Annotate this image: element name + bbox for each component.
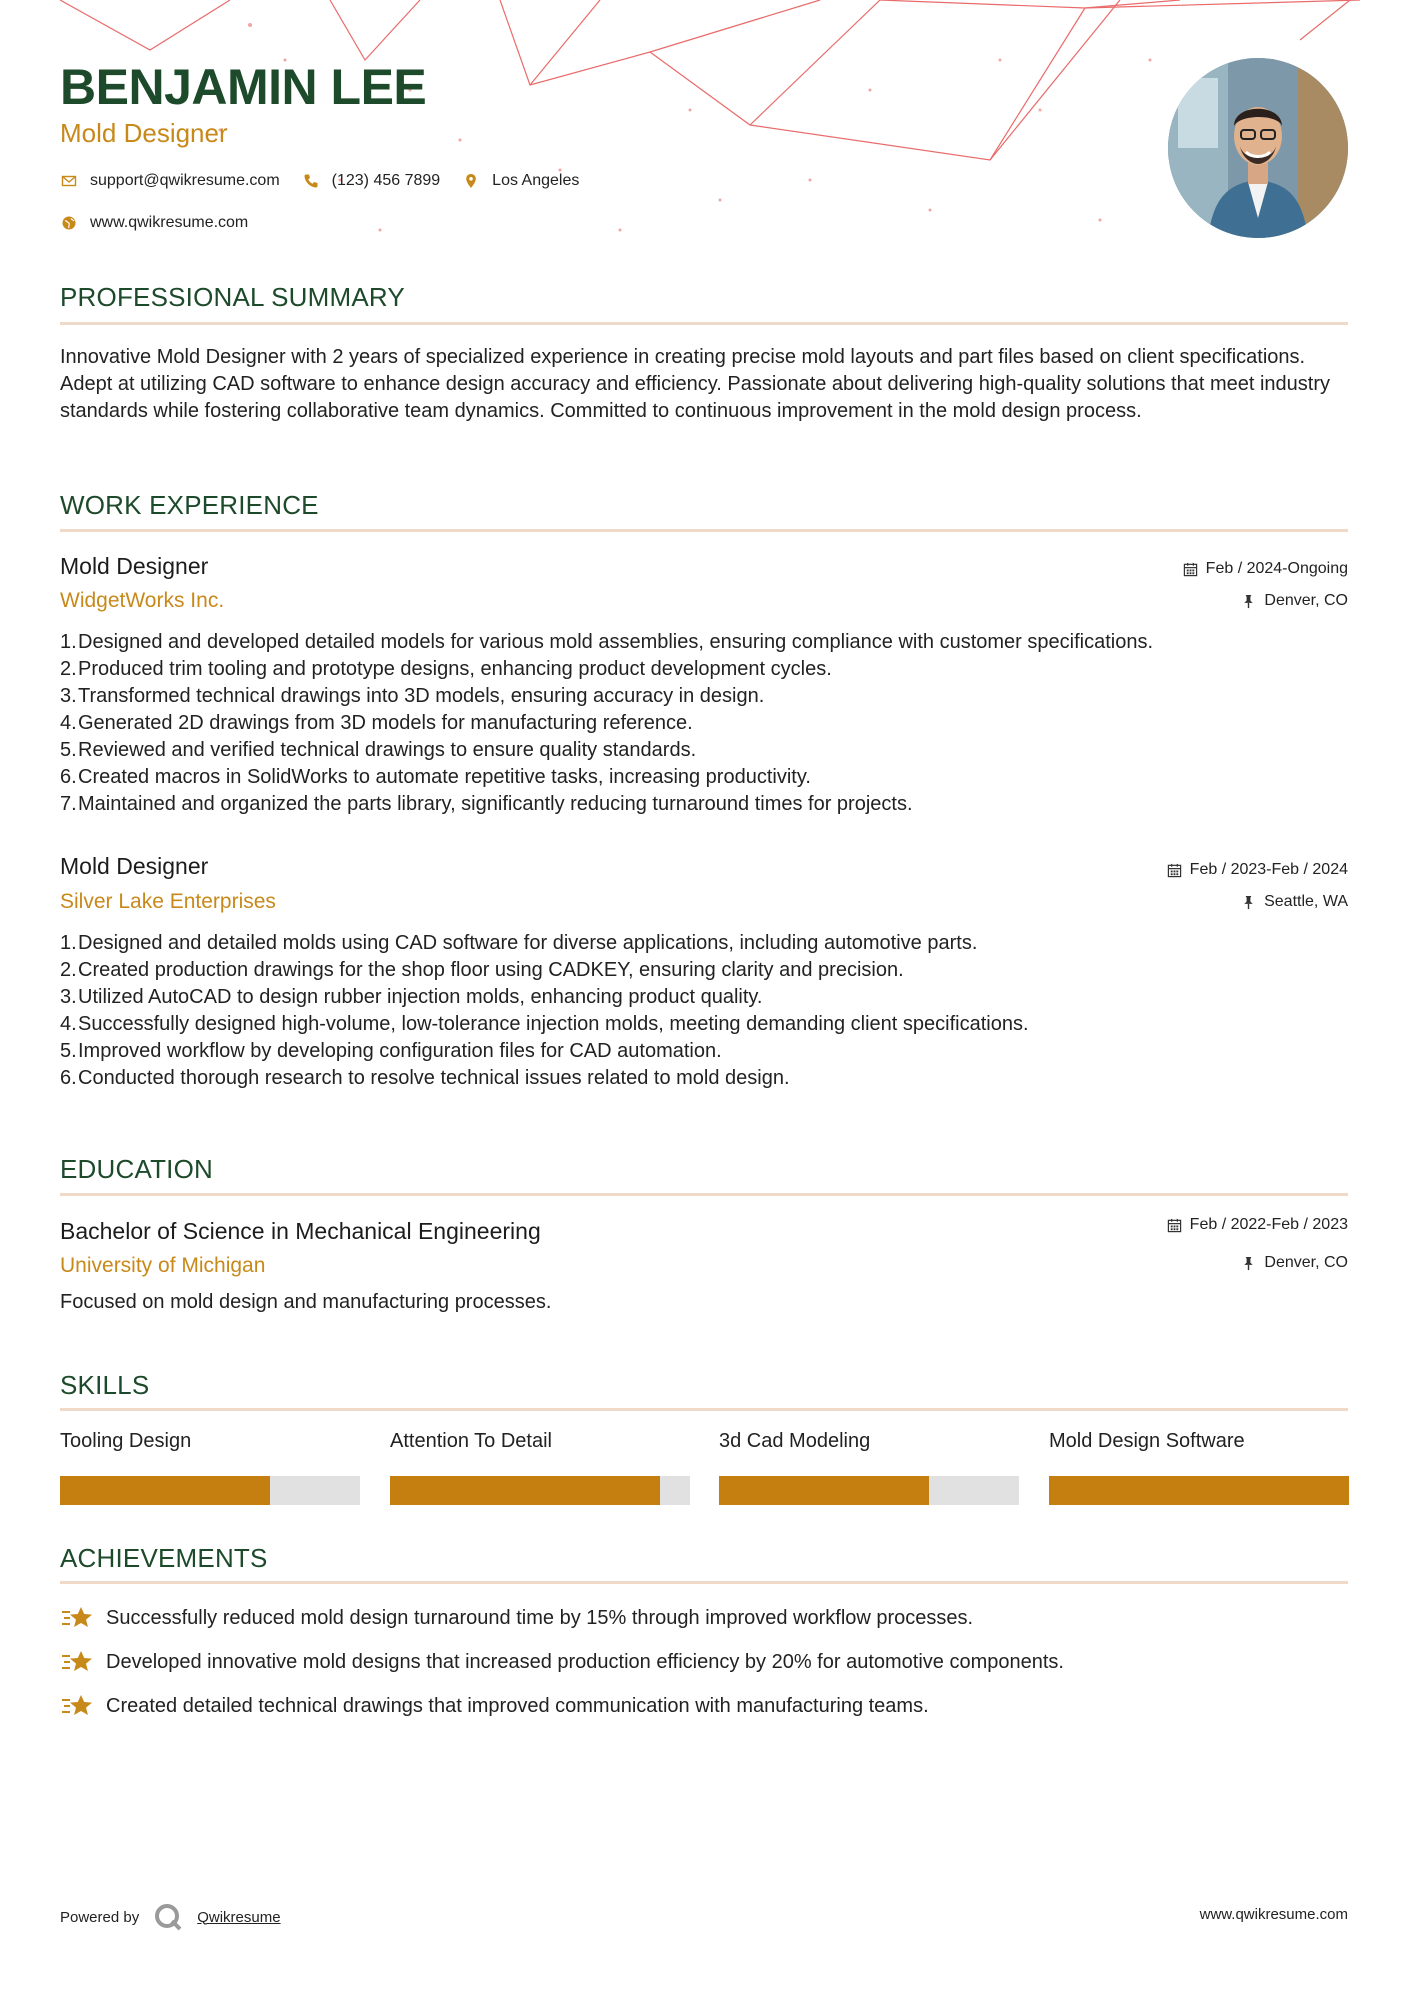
pushpin-icon [1241, 594, 1256, 609]
star-award-icon [60, 1692, 94, 1720]
skill-label: Tooling Design [60, 1430, 192, 1452]
profile-photo [1168, 58, 1348, 238]
job-company: WidgetWorks Inc. [60, 589, 225, 612]
skill-bar-fill [390, 1476, 660, 1505]
contact-location [462, 172, 579, 190]
list-item: 5. Reviewed and verified technical drawings to ensure quality standards. [60, 739, 697, 761]
achievements-heading: ACHIEVEMENTS [60, 1543, 268, 1573]
skills-divider [60, 1408, 1348, 1411]
skill-label: 3d Cad Modeling [719, 1430, 871, 1452]
skill-bar [1049, 1476, 1349, 1505]
education-description: Focused on mold design and manufacturing processes. [60, 1291, 552, 1313]
website-text: www.qwikresume.com [90, 214, 249, 231]
achievement-item [60, 1648, 1064, 1676]
contact-website[interactable] [60, 214, 248, 232]
list-item: 6. Created macros in SolidWorks to automate repetitive tasks, increasing productivity. [60, 766, 811, 788]
list-item: 7. Maintained and organized the parts library, significantly reducing turnaround times for projects. [60, 793, 913, 815]
envelope-icon [60, 172, 78, 190]
location-text: Los Angeles [492, 172, 580, 189]
skill-bar [719, 1476, 1019, 1505]
contact-email[interactable] [60, 172, 280, 190]
job-bullets [60, 629, 1360, 818]
qwikresume-link[interactable]: Qwikresume [197, 1908, 281, 1926]
job-bullets [60, 930, 1360, 1092]
job-title: Mold Designer [60, 553, 209, 579]
footer-website[interactable]: www.qwikresume.com [1199, 1906, 1348, 1923]
star-award-icon [60, 1648, 94, 1676]
star-award-icon [60, 1604, 94, 1632]
education-dates-text: Feb / 2022-Feb / 2023 [1189, 1216, 1348, 1233]
skill-bar-fill [1049, 1476, 1349, 1505]
contact-row-secondary [60, 214, 258, 232]
education-heading: EDUCATION [60, 1154, 213, 1184]
achievement-item [60, 1604, 973, 1632]
achievements-divider [60, 1581, 1348, 1584]
calendar-icon [1183, 562, 1198, 577]
list-item: 4. Successfully designed high-volume, low-tolerance injection molds, meeting demanding client specifications. [60, 1013, 1029, 1035]
job-dates-text: Feb / 2023-Feb / 2024 [1189, 861, 1348, 878]
summary-divider [60, 322, 1348, 325]
globe-icon [60, 214, 78, 232]
calendar-icon [1167, 863, 1182, 878]
job-title: Mold Designer [60, 853, 209, 879]
pushpin-icon [1241, 1256, 1256, 1271]
skill-label: Attention To Detail [390, 1430, 552, 1452]
job-dates [1183, 560, 1348, 578]
footer-powered-by [60, 1902, 281, 1932]
list-item: 3. Transformed technical drawings into 3D models, ensuring accuracy in design. [60, 685, 765, 707]
job-company: Silver Lake Enterprises [60, 890, 276, 913]
contact-row-primary [60, 172, 589, 190]
contact-phone[interactable] [302, 172, 441, 190]
skills-heading: SKILLS [60, 1370, 150, 1400]
powered-by-label: Powered by [60, 1908, 140, 1926]
achievement-text: Created detailed technical drawings that improved communication with manufacturing teams. [106, 1694, 929, 1717]
achievement-item [60, 1692, 929, 1720]
degree-title: Bachelor of Science in Mechanical Engineering [60, 1218, 541, 1244]
job-location [1241, 893, 1348, 911]
job-dates [1167, 861, 1348, 879]
achievement-text: Successfully reduced mold design turnaround time by 15% through improved workflow processes. [106, 1606, 974, 1629]
skill-label: Mold Design Software [1049, 1430, 1245, 1452]
job-dates-text: Feb / 2024-Ongoing [1205, 560, 1348, 577]
job-location-text: Seattle, WA [1264, 893, 1348, 910]
candidate-name: BENJAMIN LEE [60, 59, 427, 115]
skill-item [719, 1430, 1019, 1505]
list-item: 3. Utilized AutoCAD to design rubber injection molds, enhancing product quality. [60, 986, 763, 1008]
list-item: 2. Created production drawings for the shop floor using CADKEY, ensuring clarity and precision. [60, 959, 904, 981]
list-item: 6. Conducted thorough research to resolve technical issues related to mold design. [60, 1067, 790, 1089]
summary-text: Innovative Mold Designer with 2 years of specialized experience in creating precise mold layouts and part files based on client specifications. Adept at utilizing CAD software to enhance design accuracy and efficiency. Passionate about delivering high-quality solutions that meet industry standards while fostering collaborative team dynamics. Committed to continuous improvement in the mold design process. [60, 346, 1330, 422]
phone-text: (123) 456 7899 [331, 172, 441, 189]
skill-bar [60, 1476, 360, 1505]
education-location-text: Denver, CO [1264, 1254, 1348, 1271]
phone-icon [302, 172, 320, 190]
job-location-text: Denver, CO [1264, 592, 1348, 609]
experience-heading: WORK EXPERIENCE [60, 490, 319, 520]
skill-item [60, 1430, 360, 1505]
education-dates [1167, 1216, 1348, 1234]
qwikresume-logo-icon [153, 1902, 183, 1932]
candidate-title: Mold Designer [60, 118, 228, 148]
education-divider [60, 1193, 1348, 1196]
list-item: 4. Generated 2D drawings from 3D models for manufacturing reference. [60, 712, 693, 734]
skill-bar-fill [719, 1476, 929, 1505]
skill-bar [390, 1476, 690, 1505]
achievement-text: Developed innovative mold designs that increased production efficiency by 20% for automotive components. [106, 1650, 1064, 1673]
email-text: support@qwikresume.com [90, 172, 280, 189]
experience-divider [60, 529, 1348, 532]
list-item: 1. Designed and detailed molds using CAD software for diverse applications, including automotive parts. [60, 932, 978, 954]
pushpin-icon [1241, 895, 1256, 910]
summary-heading: PROFESSIONAL SUMMARY [60, 282, 405, 312]
school-name: University of Michigan [60, 1254, 266, 1277]
calendar-icon [1167, 1218, 1182, 1233]
job-location [1241, 592, 1348, 610]
list-item: 2. Produced trim tooling and prototype designs, enhancing product development cycles. [60, 658, 832, 680]
list-item: 1. Designed and developed detailed models for various mold assemblies, ensuring compliance with customer specifications. [60, 631, 1154, 653]
skill-item [390, 1430, 690, 1505]
skill-item [1049, 1430, 1349, 1505]
map-pin-icon [462, 172, 480, 190]
list-item: 5. Improved workflow by developing configuration files for CAD automation. [60, 1040, 722, 1062]
skill-bar-fill [60, 1476, 270, 1505]
education-location [1241, 1254, 1348, 1272]
